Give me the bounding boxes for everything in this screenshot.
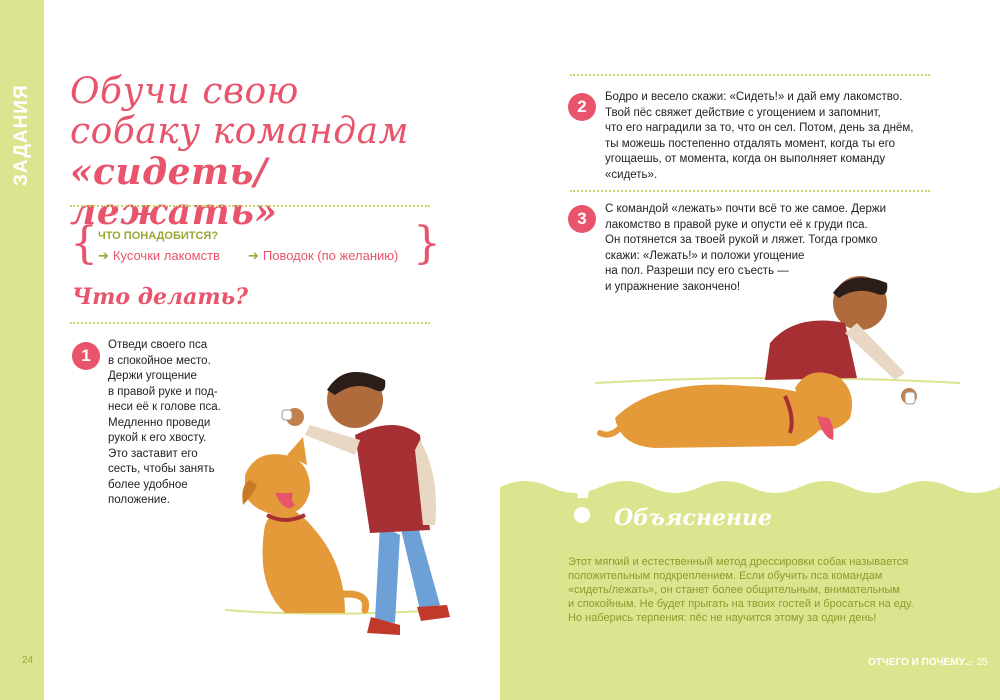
boy-with-sitting-dog-illustration bbox=[195, 355, 465, 655]
what-to-do-heading: Что делать? bbox=[72, 284, 249, 310]
boy-with-lying-dog-illustration bbox=[595, 268, 965, 468]
page-title bbox=[70, 72, 450, 232]
step-number-1: 1 bbox=[72, 342, 100, 370]
step-2-text: Бодро и весело скажи: «Сидеть!» и дай ему лакомство. Твой пёс свяжет действие с угощением и запомнит, что его наградили за то, что он сел. Потом, день за днём, ты можешь постепенно отдалять момент, когда ты его угощаешь, от момента, когда он выполняет команду «сидеть». bbox=[605, 91, 914, 181]
explanation-text: Этот мягкий и естественный метод дрессировки собак называется положительным подкреплением. Если обучить пса командам «сидеть/лежать», он станет более общительным, внимательным и спокойным. Не будет прыгать на твоих гостей и бросаться на еду. Но наберись терпения: пёс не научится этому за один день! bbox=[568, 556, 914, 624]
step-3-text: С командой «лежать» почти всё то же самое. Держи лакомство в правой руке и опусти её к груди пса. Он потянется за твоей рукой и ляжет. Тогда громко скажи: «Лежать!» и положи угощение на пол. Разреши псу его съесть — и упражнение закончено! bbox=[605, 203, 887, 293]
needs-title: ЧТО ПОНАДОБИТСЯ? bbox=[98, 230, 219, 242]
need-item: ➔ Кусочки лакомств bbox=[98, 248, 220, 263]
footer-series-label: ОТЧЕГО И ПОЧЕМУ... bbox=[868, 657, 972, 668]
exclamation-icon bbox=[560, 440, 620, 530]
divider bbox=[570, 190, 930, 192]
step-number-3: 3 bbox=[568, 205, 596, 233]
title-line-2: собаку командам bbox=[70, 111, 409, 152]
divider bbox=[70, 322, 430, 324]
step-number-2: 2 bbox=[568, 93, 596, 121]
explanation-title: Объяснение bbox=[614, 505, 773, 531]
brace-right: } bbox=[413, 218, 441, 269]
page-number-left: 24 bbox=[22, 655, 34, 666]
section-label: ЗАДАНИЯ bbox=[11, 84, 32, 186]
title-line-1: Обучи свою bbox=[70, 71, 299, 112]
brace-left: { bbox=[70, 218, 98, 269]
divider bbox=[70, 205, 430, 207]
arrow-right-icon: ➔ bbox=[98, 248, 109, 263]
step-1-text: Отведи своего пса в спокойное место. Держи угощение в правой руке и под- неси её к голове пса. Медленно проведи рукой к его хвосту. Это заставит его сесть, чтобы занять более удобное положение. bbox=[108, 339, 221, 506]
page-number-right: ~ 25 bbox=[968, 657, 988, 668]
need-item: ➔ Поводок (по желанию) bbox=[248, 248, 399, 263]
title-line-3: «сидеть/лежать» bbox=[70, 151, 278, 233]
divider bbox=[570, 74, 930, 76]
arrow-right-icon: ➔ bbox=[248, 248, 259, 263]
